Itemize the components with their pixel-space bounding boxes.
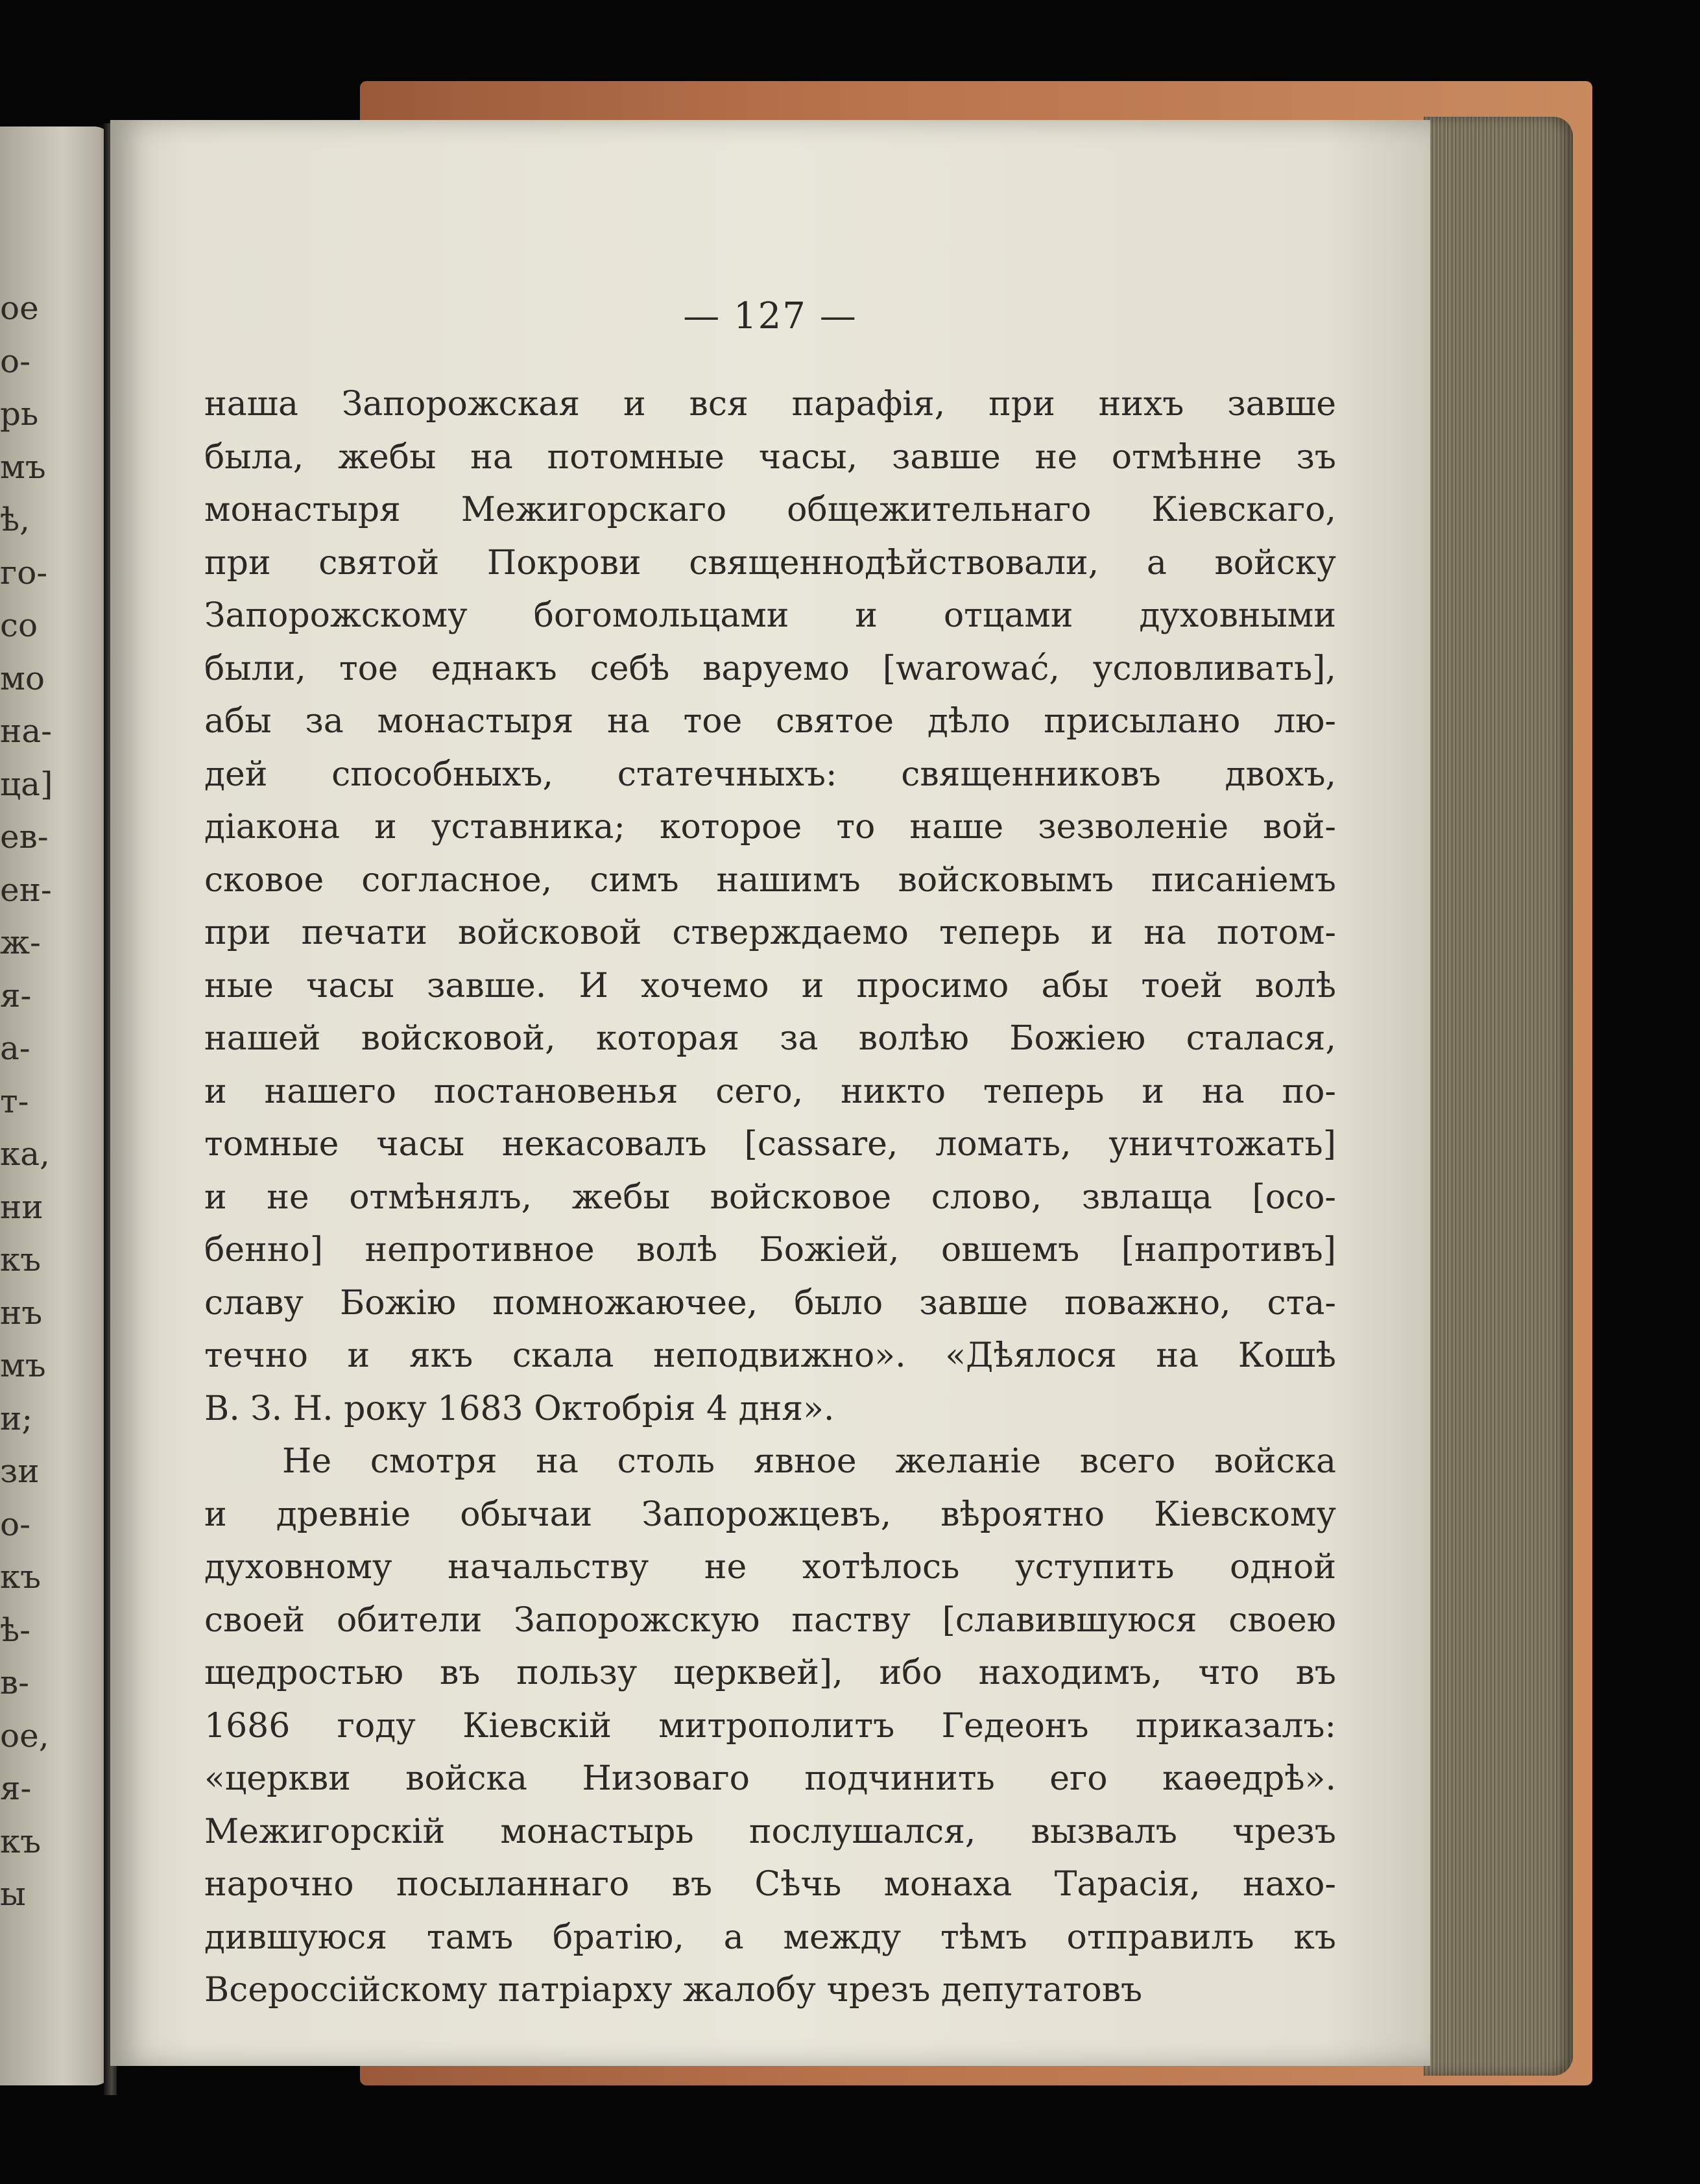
text-line: діакона и уставника; которое то наше зезволеніе вой-	[204, 808, 1336, 846]
facing-page-line: в-	[0, 1664, 30, 1701]
text-line: течно и якъ скала неподвижно». «Дѣялося на Кошѣ	[204, 1336, 1336, 1375]
text-line: своей обители Запорожскую паству [славившуюся своею	[204, 1600, 1336, 1640]
facing-page-line: нъ	[0, 1293, 43, 1332]
text-line: при печати войсковой стверждаемо теперь и на потом-	[204, 913, 1336, 952]
text-line: «церкви войска Низоваго подчинить его каѳедрѣ».	[204, 1759, 1336, 1798]
text-line: абы за монастыря на тое святое дѣло присылано лю-	[204, 702, 1336, 741]
facing-page-line: къ	[0, 1241, 42, 1278]
facing-page-line: о-	[0, 1505, 30, 1543]
facing-page-line: ев-	[0, 818, 49, 856]
text-line: Всероссійскому патріарху жалобу чрезъ депутатовъ	[204, 1971, 1143, 2010]
facing-page-line: къ	[0, 1822, 42, 1860]
text-line: нашей войсковой, которая за волѣю Божіею сталася,	[204, 1019, 1336, 1058]
facing-page-line: я-	[0, 976, 32, 1014]
facing-page-line: къ	[0, 1558, 42, 1596]
facing-page-left	[0, 126, 114, 2085]
facing-page-line: ен-	[0, 870, 52, 909]
text-line: славу Божію помножаючее, было завше поважно, ста-	[204, 1283, 1336, 1323]
page-edges	[1424, 117, 1573, 2076]
text-line: бенно] непротивное волѣ Божіей, овшемъ [напротивъ]	[204, 1230, 1336, 1269]
facing-page-line: ое,	[0, 1716, 49, 1755]
facing-page-line: мъ	[0, 448, 46, 486]
text-line: духовному начальству не хотѣлось уступить одной	[204, 1548, 1336, 1587]
text-line: Запорожскому богомольцами и отцами духовными	[204, 596, 1336, 635]
facing-page-line: мъ	[0, 1347, 46, 1384]
text-line: дившуюся тамъ братію, а между тѣмъ отправилъ къ	[204, 1917, 1336, 1957]
facing-page-line: т-	[0, 1082, 29, 1120]
facing-page-line: на-	[0, 712, 53, 750]
text-line: Межигорскій монастырь послушался, вызвалъ чрезъ	[204, 1812, 1336, 1851]
facing-page-line: со	[0, 606, 38, 644]
facing-page-line: и;	[0, 1399, 33, 1437]
facing-page-line: ни	[0, 1188, 43, 1226]
text-line: и нашего постановенья сего, никто теперь и на по-	[204, 1072, 1336, 1111]
text-line: щедростью въ пользу церквей], ибо находимъ, что въ	[204, 1653, 1336, 1692]
facing-page-line: о-	[0, 342, 30, 380]
facing-page-line: зи	[0, 1452, 40, 1490]
text-line: дей способныхъ, статечныхъ: священниковъ двохъ,	[204, 754, 1336, 794]
text-line: и не отмѣнялъ, жебы войсковое слово, звлаща [осо-	[204, 1177, 1336, 1217]
facing-page-line: ж-	[0, 924, 41, 961]
page-number: — 127 —	[683, 295, 857, 337]
facing-page-line: ка,	[0, 1135, 50, 1173]
facing-page-line: я-	[0, 1770, 32, 1807]
facing-page-line: ца]	[0, 765, 53, 803]
facing-page-line: мо	[0, 659, 45, 697]
text-line: 1686 году Кіевскій митрополитъ Гедеонъ приказалъ:	[204, 1706, 1336, 1746]
text-line: были, тое еднакъ себѣ варуемо [warować, условливать],	[204, 649, 1336, 688]
facing-page-line: ое	[0, 289, 39, 327]
text-line: томные часы некасовалъ [cassare, ломать, уничтожать]	[204, 1125, 1336, 1164]
facing-page-text	[0, 282, 53, 1921]
facing-page-line: ы	[0, 1875, 26, 1913]
book-page	[110, 120, 1430, 2066]
body-text	[204, 378, 1336, 2017]
text-line: была, жебы на потомные часы, завше не отмѣнне зъ	[204, 437, 1336, 477]
text-line: ные часы завше. И хочемо и просимо абы тоей волѣ	[204, 966, 1336, 1005]
facing-page-line: рь	[0, 395, 39, 433]
facing-page-line: ѣ-	[0, 1611, 31, 1649]
text-line: В. З. Н. року 1683 Октобрія 4 дня».	[204, 1389, 835, 1428]
facing-page-line: го-	[0, 553, 48, 592]
text-line: нарочно посыланнаго въ Сѣчь монаха Тарасія, нахо-	[204, 1865, 1336, 1904]
text-line: монастыря Межигорскаго общежительнаго Кіевскаго,	[204, 490, 1336, 529]
text-line: сковое согласное, симъ нашимъ войсковымъ писаніемъ	[204, 860, 1336, 900]
facing-page-line: а-	[0, 1029, 30, 1067]
text-line: наша Запорожская и вся парафія, при нихъ завше	[204, 385, 1336, 424]
text-line: и древніе обычаи Запорожцевъ, вѣроятно Кіевскому	[204, 1494, 1336, 1534]
facing-page-line: ѣ,	[0, 501, 30, 538]
text-line: Не смотря на столь явное желаніе всего войска	[282, 1442, 1336, 1481]
text-line: при святой Покрови священнодѣйствовали, а войску	[204, 543, 1336, 582]
